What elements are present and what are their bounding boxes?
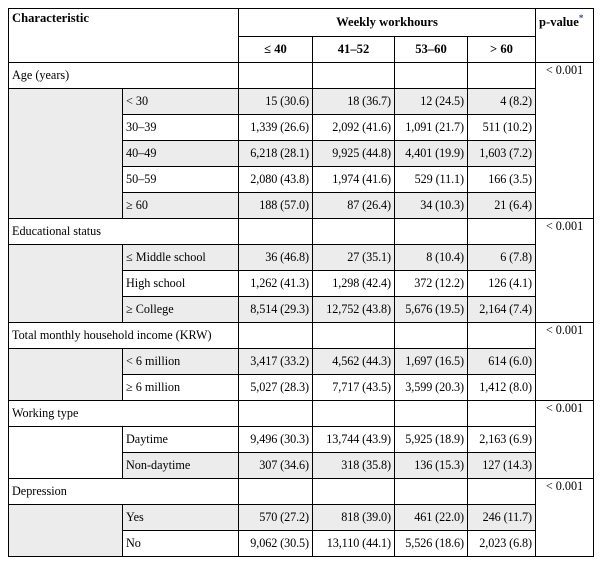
row-label: 50–59 <box>123 167 239 193</box>
column-header: ≤ 40 <box>239 37 313 63</box>
group-label: Depression <box>9 479 239 505</box>
value-cell: 2,163 (6.9) <box>468 427 536 453</box>
row-label: < 6 million <box>123 349 239 375</box>
header-p-value <box>536 9 594 63</box>
value-cell: 1,603 (7.2) <box>468 141 536 167</box>
row-label: ≥ 60 <box>123 193 239 219</box>
weekly-workhours-table <box>8 8 594 557</box>
group-row <box>9 323 594 349</box>
value-cell: 614 (6.0) <box>468 349 536 375</box>
value-cell: 127 (14.3) <box>468 453 536 479</box>
value-cell: 511 (10.2) <box>468 115 536 141</box>
empty-cell <box>395 219 468 245</box>
group-row <box>9 401 594 427</box>
value-cell: 87 (26.4) <box>313 193 395 219</box>
value-cell: 5,027 (28.3) <box>239 375 313 401</box>
value-cell: 36 (46.8) <box>239 245 313 271</box>
empty-cell <box>239 401 313 427</box>
empty-cell <box>468 323 536 349</box>
group-row <box>9 63 594 89</box>
value-cell: 8 (10.4) <box>395 245 468 271</box>
value-cell: 2,023 (6.8) <box>468 531 536 557</box>
value-cell: 6 (7.8) <box>468 245 536 271</box>
table-row <box>9 245 594 271</box>
header-characteristic: Characteristic <box>9 9 239 63</box>
empty-cell <box>313 401 395 427</box>
value-cell: 307 (34.6) <box>239 453 313 479</box>
indent-cell <box>9 245 123 323</box>
value-cell: 4,401 (19.9) <box>395 141 468 167</box>
value-cell: 18 (36.7) <box>313 89 395 115</box>
value-cell: 136 (15.3) <box>395 453 468 479</box>
value-cell: 246 (11.7) <box>468 505 536 531</box>
value-cell: 3,599 (20.3) <box>395 375 468 401</box>
value-cell: 7,717 (43.5) <box>313 375 395 401</box>
p-value-cell: < 0.001 <box>536 401 594 479</box>
value-cell: 1,412 (8.0) <box>468 375 536 401</box>
row-label: ≥ 6 million <box>123 375 239 401</box>
value-cell: 5,925 (18.9) <box>395 427 468 453</box>
value-cell: 27 (35.1) <box>313 245 395 271</box>
value-cell: 818 (39.0) <box>313 505 395 531</box>
value-cell: 2,080 (43.8) <box>239 167 313 193</box>
column-header: 53–60 <box>395 37 468 63</box>
value-cell: 12,752 (43.8) <box>313 297 395 323</box>
row-label: High school <box>123 271 239 297</box>
value-cell: 8,514 (29.3) <box>239 297 313 323</box>
group-label: Age (years) <box>9 63 239 89</box>
empty-cell <box>395 323 468 349</box>
table-row <box>9 505 594 531</box>
table-container <box>8 8 594 557</box>
empty-cell <box>395 401 468 427</box>
group-label: Educational status <box>9 219 239 245</box>
row-label: ≤ Middle school <box>123 245 239 271</box>
value-cell: 5,676 (19.5) <box>395 297 468 323</box>
empty-cell <box>468 63 536 89</box>
indent-cell <box>9 349 123 401</box>
empty-cell <box>313 479 395 505</box>
p-value-cell: < 0.001 <box>536 219 594 323</box>
empty-cell <box>239 323 313 349</box>
value-cell: 1,974 (41.6) <box>313 167 395 193</box>
empty-cell <box>395 479 468 505</box>
empty-cell <box>239 63 313 89</box>
empty-cell <box>468 479 536 505</box>
header-weekly-workhours: Weekly workhours <box>239 9 536 37</box>
empty-cell <box>313 219 395 245</box>
value-cell: 1,262 (41.3) <box>239 271 313 297</box>
header-p-value-text: p-value <box>539 15 579 30</box>
column-header: > 60 <box>468 37 536 63</box>
table-row <box>9 349 594 375</box>
value-cell: 1,697 (16.5) <box>395 349 468 375</box>
value-cell: 9,496 (30.3) <box>239 427 313 453</box>
value-cell: 166 (3.5) <box>468 167 536 193</box>
value-cell: 126 (4.1) <box>468 271 536 297</box>
empty-cell <box>313 63 395 89</box>
value-cell: 12 (24.5) <box>395 89 468 115</box>
group-label: Total monthly household income (KRW) <box>9 323 239 349</box>
value-cell: 4 (8.2) <box>468 89 536 115</box>
empty-cell <box>468 219 536 245</box>
value-cell: 6,218 (28.1) <box>239 141 313 167</box>
indent-cell <box>9 89 123 219</box>
value-cell: 15 (30.6) <box>239 89 313 115</box>
value-cell: 4,562 (44.3) <box>313 349 395 375</box>
row-label: 30–39 <box>123 115 239 141</box>
value-cell: 461 (22.0) <box>395 505 468 531</box>
p-value-cell: < 0.001 <box>536 479 594 557</box>
row-label: No <box>123 531 239 557</box>
column-header: 41–52 <box>313 37 395 63</box>
group-label: Working type <box>9 401 239 427</box>
table-row <box>9 427 594 453</box>
row-label: Yes <box>123 505 239 531</box>
value-cell: 1,091 (21.7) <box>395 115 468 141</box>
value-cell: 372 (12.2) <box>395 271 468 297</box>
value-cell: 529 (11.1) <box>395 167 468 193</box>
value-cell: 13,110 (44.1) <box>313 531 395 557</box>
p-value-cell: < 0.001 <box>536 63 594 219</box>
indent-cell <box>9 505 123 557</box>
empty-cell <box>468 401 536 427</box>
empty-cell <box>239 219 313 245</box>
table-row <box>9 89 594 115</box>
empty-cell <box>239 479 313 505</box>
header-p-value-footnote-mark: * <box>578 13 584 23</box>
value-cell: 1,298 (42.4) <box>313 271 395 297</box>
value-cell: 9,062 (30.5) <box>239 531 313 557</box>
value-cell: 13,744 (43.9) <box>313 427 395 453</box>
row-label: Daytime <box>123 427 239 453</box>
indent-cell <box>9 427 123 479</box>
p-value-cell: < 0.001 <box>536 323 594 401</box>
value-cell: 3,417 (33.2) <box>239 349 313 375</box>
row-label: Non-daytime <box>123 453 239 479</box>
value-cell: 2,164 (7.4) <box>468 297 536 323</box>
row-label: 40–49 <box>123 141 239 167</box>
value-cell: 21 (6.4) <box>468 193 536 219</box>
empty-cell <box>313 323 395 349</box>
value-cell: 34 (10.3) <box>395 193 468 219</box>
value-cell: 1,339 (26.6) <box>239 115 313 141</box>
value-cell: 318 (35.8) <box>313 453 395 479</box>
value-cell: 570 (27.2) <box>239 505 313 531</box>
group-row <box>9 479 594 505</box>
table-body <box>9 63 594 557</box>
value-cell: 9,925 (44.8) <box>313 141 395 167</box>
value-cell: 5,526 (18.6) <box>395 531 468 557</box>
value-cell: 2,092 (41.6) <box>313 115 395 141</box>
empty-cell <box>395 63 468 89</box>
group-row <box>9 219 594 245</box>
row-label: < 30 <box>123 89 239 115</box>
row-label: ≥ College <box>123 297 239 323</box>
value-cell: 188 (57.0) <box>239 193 313 219</box>
